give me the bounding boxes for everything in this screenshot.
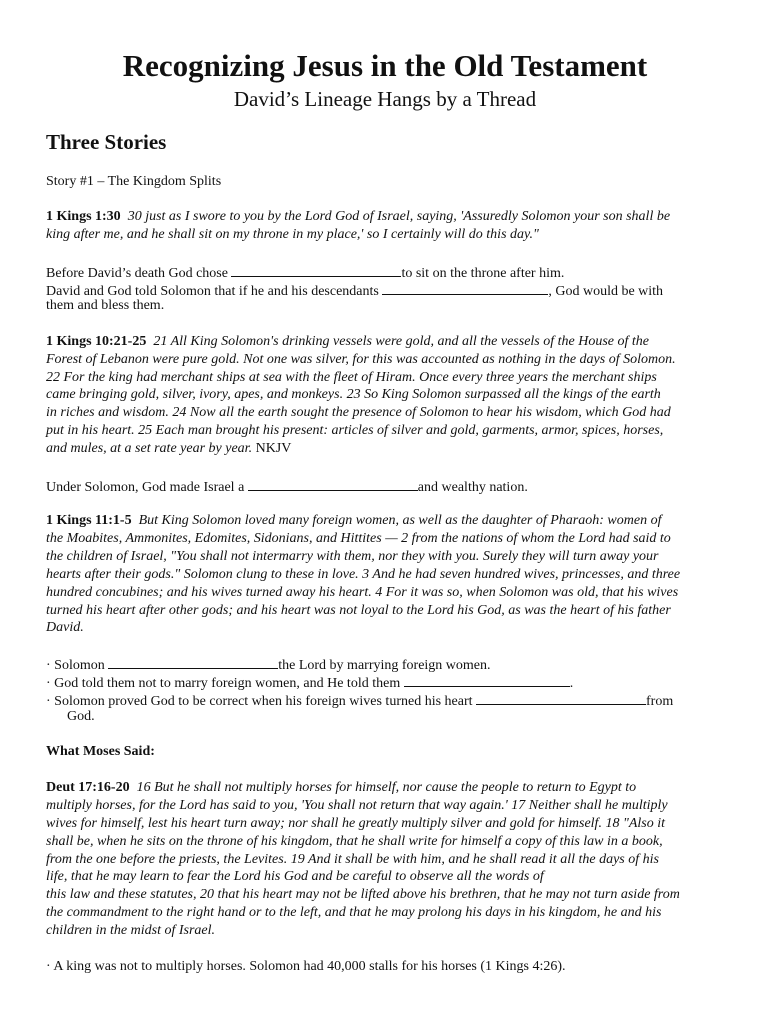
fill-text: and wealthy nation.	[417, 480, 528, 495]
page-subtitle: David’s Lineage Hangs by a Thread	[233, 87, 537, 111]
page-title: Recognizing Jesus in the Old Testament	[122, 48, 648, 83]
scripture-line: David.	[46, 620, 84, 635]
scripture-line	[46, 512, 726, 530]
fill-text: to sit on the throne after him.	[401, 266, 565, 281]
scripture-line	[46, 440, 726, 458]
scripture-ref: 1 Kings 10:21-25	[46, 334, 147, 349]
bullet-text: · God told them not to marry foreign women, and He told them	[46, 676, 401, 691]
answer-blank[interactable]	[108, 654, 278, 669]
fill-text: Before David’s death God chose	[46, 266, 228, 281]
scripture-line: this law and these statutes, 20 that his heart may not be lifted above his brethren, that he may not turn aside from	[46, 887, 680, 902]
scripture-line: the Moabites, Ammonites, Edomites, Sidonians, and Hittites — 2 from the nations of whom the Lord had said to	[46, 531, 671, 546]
scripture-line: in riches and wisdom. 24 Now all the earth sought the presence of Solomon to hear his wisdom, which God had	[46, 405, 671, 420]
bullet-text: · Solomon	[46, 658, 105, 673]
version-label: NKJV	[255, 441, 292, 456]
answer-blank[interactable]	[382, 280, 548, 295]
story-heading: Story #1 – The Kingdom Splits	[46, 174, 222, 189]
scripture-line: hearts after their gods." Solomon clung to these in love. 3 And he had seven hundred wives, princesses, and three	[46, 567, 681, 582]
scripture-line: Forest of Lebanon were pure gold. Not one was silver, for this was accounted as nothing in the days of Solomon.	[46, 352, 676, 367]
bullet-text: from	[646, 694, 674, 709]
answer-blank[interactable]	[404, 672, 570, 687]
fill-text: David and God told Solomon that if he and his descendants	[46, 284, 379, 299]
scripture-text: 30 just as I swore to you by the Lord God of Israel, saying, 'Assuredly Solomon your son shall be	[127, 209, 671, 224]
scripture-line	[46, 779, 726, 797]
scripture-text: But King Solomon loved many foreign women, as well as the daughter of Pharaoh: women of	[138, 513, 662, 528]
scripture-ref: 1 Kings 1:30	[46, 209, 121, 224]
scripture-line	[46, 208, 726, 226]
scripture-line	[46, 333, 726, 351]
fill-text: , God would be with	[548, 284, 664, 299]
scripture-line: from the one before the priests, the Levites. 19 And it shall be with him, and he shall read it all the days of his	[46, 852, 659, 867]
answer-blank[interactable]	[231, 262, 401, 277]
scripture-line: the commandment to the right hand or to the left, and that he may prolong his days in his kingdom, he and his	[46, 905, 662, 920]
scripture-line: hundred concubines; and his wives turned away his heart. 4 For it was so, when Solomon was old, that his wives	[46, 585, 679, 600]
scripture-line: king after me, and he shall sit on my throne in my place,' so I certainly will do this day."	[46, 227, 539, 242]
bullet-item: · A king was not to multiply horses. Solomon had 40,000 stalls for his horses (1 Kings 4:26).	[46, 959, 566, 974]
scripture-line: came bringing gold, silver, ivory, apes, and monkeys. 23 So King Solomon surpassed all the kings of the earth	[46, 387, 661, 402]
fill-in-line: them and bless them.	[46, 298, 165, 313]
scripture-line: life, that he may learn to fear the Lord his God and be careful to observe all the words of	[46, 869, 544, 884]
bullet-item	[46, 690, 726, 711]
scripture-ref: 1 Kings 11:1-5	[46, 513, 132, 528]
answer-blank[interactable]	[476, 690, 646, 705]
fill-in-line	[46, 476, 726, 497]
scripture-ref: Deut 17:16-20	[46, 780, 130, 795]
scripture-line: 22 For the king had merchant ships at sea with the fleet of Hiram. Once every three years the merchant ships	[46, 370, 657, 385]
fill-text: Under Solomon, God made Israel a	[46, 480, 245, 495]
section-heading: Three Stories	[46, 130, 167, 154]
scripture-line: wives for himself, lest his heart turn away; nor shall he greatly multiply silver and gold for himself. 18 "Also it	[46, 816, 665, 831]
scripture-line: the children of Israel, "You shall not intermarry with them, nor they with you. Surely they will turn away your	[46, 549, 659, 564]
scripture-text: 16 But he shall not multiply horses for himself, nor cause the people to return to Egypt to	[136, 780, 637, 795]
scripture-text: and mules, at a set rate year by year.	[46, 441, 253, 456]
scripture-line: children in the midst of Israel.	[46, 923, 216, 938]
scripture-line: multiply horses, for the Lord has said to you, 'You shall not return that way again.' 17 Neither shall he multiply	[46, 798, 668, 813]
bullet-text: · Solomon proved God to be correct when his foreign wives turned his heart	[46, 694, 473, 709]
bullet-text: .	[569, 676, 574, 691]
scripture-line: put in his heart. 25 Each man brought his present: articles of silver and gold, garments, armor, spices, horses,	[46, 423, 664, 438]
scripture-text: 21 All King Solomon's drinking vessels were gold, and all the vessels of the House of the	[153, 334, 650, 349]
bullet-text: the Lord by marrying foreign women.	[278, 658, 491, 673]
scripture-line: shall be, when he sits on the throne of his kingdom, that he shall write for himself a copy of this law in a book,	[46, 834, 663, 849]
answer-blank[interactable]	[248, 476, 418, 491]
scripture-line: turned his heart after other gods; and his heart was not loyal to the Lord his God, as was the heart of his father	[46, 603, 671, 618]
bullet-continuation: God.	[67, 709, 95, 724]
moses-heading: What Moses Said:	[46, 744, 155, 759]
